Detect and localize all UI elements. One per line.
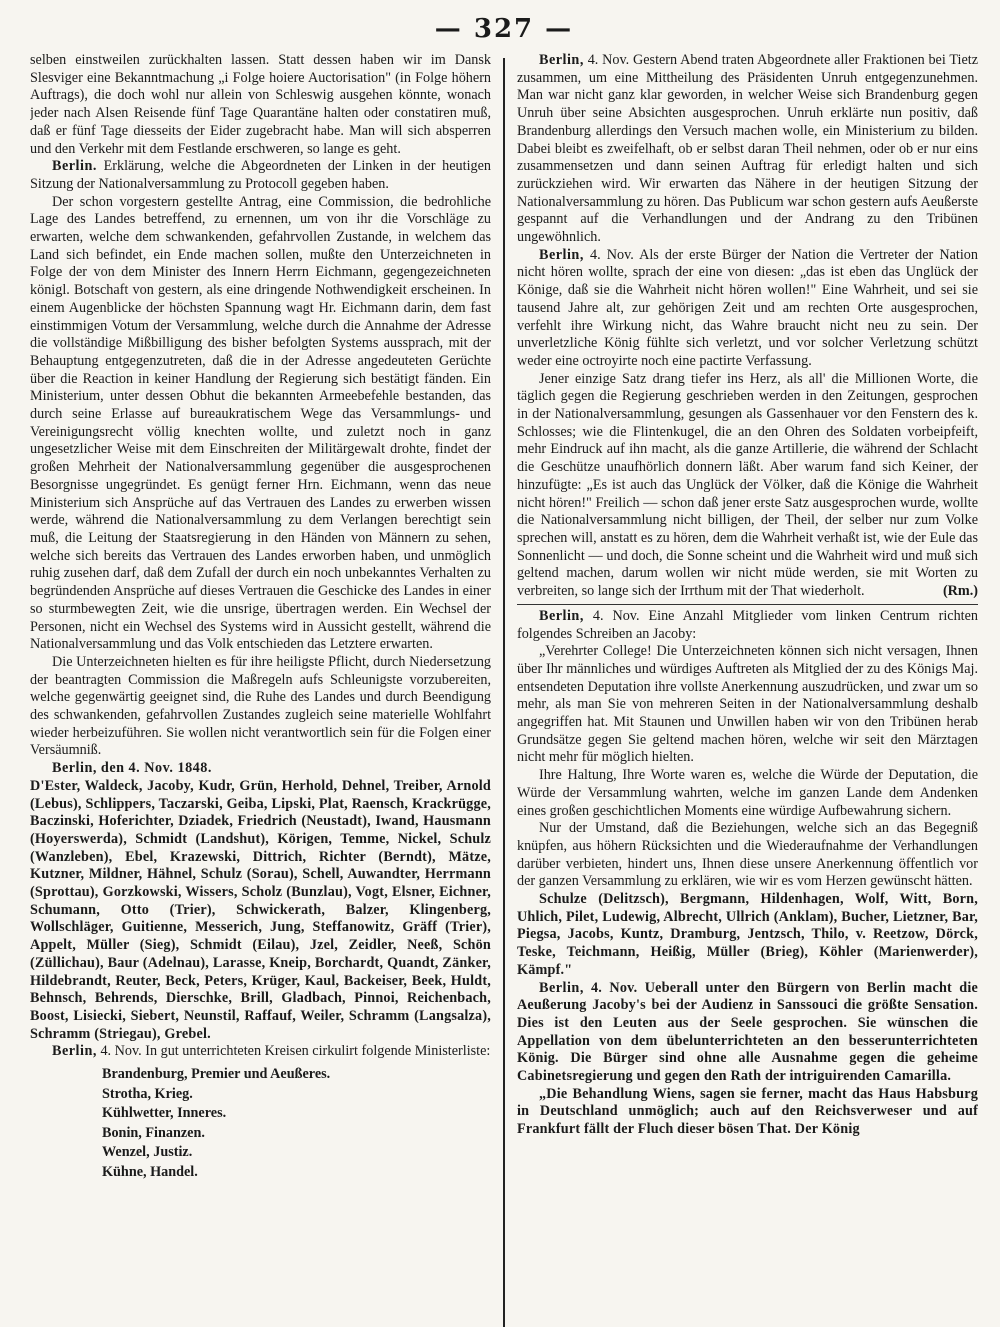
- minister-list: [30, 1065, 491, 1182]
- article-continuation: selben einstweilen zurückhalten lassen. Statt dessen haben wir im Dansk Slesviger eine Bekanntmachung „i Folge hoiere Auctorisation" (in Folge höhern Auftrags), die doch wohl nur allein von Schleswig ausgehen könnte, wonach jeder nach Alsen Reisende fünf Tage Quarantäne halten oder constatiren muß, daß er fünf Tage diesseits der Eider zugebracht habe. Man will sich absperren und den Verkehr mit dem Festlande erschweren, so lange es geht.: [30, 52, 492, 157]
- letter-paragraph: Nur der Umstand, daß die Beziehungen, welche sich an das Begegniß knüpfen, aus höhern Rücksichten und die Wiederaufnahme der Verhandlungen darüber verbieten, hindert uns, Ihnen diese unsere Anerkennung öffentlich vor der ganzen Versammlung zu erklären, wie wir es vom Herzen gewünscht hätten.: [516, 820, 978, 890]
- declaration-body: Der schon vorgestern gestellte Antrag, eine Commission, die bedrohliche Lage des Landes betreffend, zu ernennen, um von ihr die Vorschläge zu erwarten, welche dem schwankenden, gefahrvollen Zustande, in welchem das Land sich befindet, ein Ende machen sollen, mußte den Unterzeichneten in Folge der von dem Minister des Innern Herrn Eichmann, gegengezeichneten königl. Botschaft von gestern, als eine dringende Nothwendigkeit erscheinen. In einem Augenblicke der höchsten Spannung wagt Hr. Eichmann darin, dem fast einstimmigen Votum der Versammlung, welche durch die Annahme der Adresse die vollständige Mißbilligung des bisher befolgten Systems aussprach, mit der Behauptung entgegenzutreten, daß die in der Adresse angedeuteten Gerüchte über die Reaction in keiner Handlung der Regierung sich bestätigt fänden. Ein Ministerium, unter dessen Obhut die bekannten Armeebefehle bestanden, das durch seine Erlasse auf bureaukratischem Wege das Versammlungs- und Vereinigungsrecht völlig knechten wollte, und zuletzt noch in ganz ungesetzlicher Weise mit dem Einschreiten der Militärgewalt drohte, findet der großen Mehrheit der Nationalversammlung gegenüber die ausgesprochenen Besorgnisse ungegründet. Es genügt ferner Hrn. Eichmann, wenn das neue Ministerium sich Ansprüche auf das Vertrauen des Landes zu erwerben wissen werde, während die Nationalversammlung zu dem Verlangen berechtigt sein muß, die Leitung der Staatsregierung in den Händen von Männern zu sehen, welche sich bereits das Vertrauen des Landes erworben haben, und unmöglich ruhig zusehen darf, daß dem Zufall der durch ein noch unbekanntes Verhalten zu begründenden Ansprüche auf dieses Vertrauen die Geschicke des Landes in einer so sturmbewegten Zeit, wie die unsrige, übertragen werden. Ein Wechsel der Personen, nicht ein Wechsel des Systems wird in Aussicht gestellt, während die Nationalversammlung und das Volk entschieden das Letztere erwarten.: [30, 193, 492, 653]
- dateline: Berlin,: [538, 979, 584, 996]
- left-column: [30, 52, 503, 1327]
- article-wahrheit: [517, 247, 978, 371]
- heading-text: Erklärung, welche die Abgeordneten der Linken in der heutigen Sitzung der Nationalversammlung zu Protocoll gegeben haben.: [30, 158, 492, 192]
- minister-item: Kühne, Handel.: [102, 1163, 198, 1180]
- signatories-list: D'Ester, Waldeck, Jacoby, Kudr, Grün, Herhold, Dehnel, Treiber, Arnold (Lebus), Schlippers, Taczarski, Geiba, Lipski, Plat, Raensch, Krackrügge, Baczinski, Hoferichter, Dziadek, Friedrich (Neustadt), Iwand, Hausmann (Hoyerswerda), Schmidt (Landshut), Körigen, Temme, Nickel, Schulz (Wanzleben), Ebel, Krazewski, Dittrich, Richter (Berndt), Mätze, Kutzner, Mildner, Hähnel, Schulz (Sorau), Schell, Auwandter, Herrmann (Sprottau), Gorzkowski, Wissers, Scholz (Bunzlau), Vogt, Elsner, Eichner, Schumann, Otto (Trier), Schwickerath, Balzer, Klingenberg, Wollschläger, Guitienne, Messerich, Jung, Steffanowitz, Gräff (Trier), Appelt, Müller (Sieg), Schmidt (Eilau), Jzel, Zeidler, Neeß, Schön (Züllichau), Baur (Adelnau), Larasse, Kneip, Borchardt, Quandt, Zänker, Hildebrandt, Reuter, Beck, Peters, Krüger, Kaul, Backeiser, Beek, Huldt, Behnsch, Behrends, Dierschke, Brill, Gladbach, Pinnoi, Reichenbach, Boost, Lisiecki, Siebert, Neunstil, Raffauf, Weiler, Schramm (Langsalza), Schramm (Striegau), Grebel.: [30, 777, 492, 1042]
- page-number: — 327 —: [434, 14, 574, 44]
- minister-item: Kühlwetter, Inneres.: [102, 1105, 227, 1122]
- minister-item: Wenzel, Justiz.: [102, 1144, 193, 1161]
- declaration-closing: Die Unterzeichneten hielten es für ihre heiligste Pflicht, durch Niedersetzung der beantragten Commission die Maßregeln aufs Schleunigste vorzubereiten, welche gegenwärtig geeignet sind, die Ruhe des Landes und durch Beendigung des schwankenden, gefahrvollen Zustandes zugleich seine materielle Wohlfahrt wieder herbeizuführen. Sie wollen nicht verantwortlich sein für die Folgen einer Versäumniß.: [30, 653, 492, 759]
- article-separator: [517, 604, 978, 605]
- author-signature: (Rm.): [942, 583, 978, 600]
- minister-item: Bonin, Finanzen.: [102, 1124, 205, 1141]
- article-text: 4. Nov. In gut unterrichteten Kreisen cirkulirt folgende Ministerliste:: [100, 1043, 491, 1060]
- letter-paragraph: Ihre Haltung, Ihre Worte waren es, welche die Würde der Deputation, die Würde der Versammlung wahrten, welche im ganzen Lande dem Andenken eines großen geschichtlichen Moments eine würdige Aufbewahrung sichern.: [516, 767, 978, 819]
- dateline: Berlin.: [52, 158, 97, 175]
- article-wahrheit-cont: [517, 371, 978, 601]
- article-text: 4. Nov. Ueberall unter den Bürgern von Berlin macht die Aeußerung Jacoby's bei der Audienz in Sanssouci die größte Sensation. Dies ist den Leuten aus der Seele gesprochen. Sie wünschen die Appellation von dem übelunterrichteten an den besserunterrichteten König. Die Bürger sind ohne alle Ausnahme gegen die geheime Cabinetsregierung und gegen den Rath der intriguirenden Camarilla.: [516, 979, 978, 1085]
- letter-signatories: Schulze (Delitzsch), Bergmann, Hildenhagen, Wolf, Witt, Born, Uhlich, Pilet, Ludewig, Albrecht, Ullrich (Anklam), Bucher, Lietzner, Bar, Piegsa, Jacobs, Kuntz, Dramburg, Jentzsch, Thilo, v. Reetzow, Dörck, Teske, Teichmann, Heißig, Müller (Brieg), Köhler (Marienwerder), Kämpf.": [516, 891, 978, 978]
- right-column: [505, 52, 978, 1327]
- declaration-date: Berlin, den 4. Nov. 1848.: [52, 760, 212, 777]
- article-text: Jener einzige Satz drang tiefer ins Herz, als all' die Millionen Worte, die täglich gegen die Regierung geschrieben werden in den Zeitungen, gesprochen in der Nationalversammlung, gesungen als Gassenhauer vor den Fenstern des k. Schlosses; wie die Flintenkugel, die an den Ohren des Soldaten vorbeipfeift, mehr Eindruck auf ihn macht, als die ganze Artillerie, die während der Schlacht die Geschütze unaufhörlich donnern läßt. Aber warum fand sich Keiner, der hinzufügte: „Es ist auch das Unglück der Völker, daß die Könige die Wahrheit nicht hören!" Freilich — schon daß jener erste Satz ausgesprochen wurde, wollte die Nationalversammlung nicht billigen, der Theil, der selber nur zum Volke sprechen will, anstatt es zu hören, dem die Wahrheit verhaßt ist, wie der Eule das Sonnenlicht — und doch, die Sonne scheint und die Wahrheit wird und muß sich geltend machen, darum wollen wir nicht müde werden, sie mit Worten zu verbreiten, so lange sich der Irrthum mit der That wiederholt.: [516, 370, 978, 600]
- article-text: 4. Nov. Als der erste Bürger der Nation die Vertreter der Nation nicht hören wollte, sprach der eine von diesen: „das ist eben das Unglück der Könige, daß sie die Wahrheit nicht hören wollen!" Eine Wahrheit, und sei sie tausend Jahre alt, zur gehörigen Zeit und am rechten Orte ausgesprochen, verfehlt ihre Wirkung nicht, das Wahre braucht nicht neu zu sein. Der unverletzliche König fühlte sich verletzt, und vor solcher Verletzung schützt weder eine octroyirte noch eine pactirte Verfassung.: [516, 246, 978, 369]
- article-sensation: [517, 980, 978, 1086]
- dateline: Berlin,: [538, 246, 584, 263]
- article-declaration-heading: [30, 158, 491, 193]
- article-unruh: [517, 52, 978, 247]
- letter-paragraph: „Verehrter College! Die Unterzeichneten können sich nicht versagen, Ihnen über Ihr männliches und würdiges Auftreten als Mitglied der zu des Königs Maj. entsendeten Deputation ihre vollste Anerkennung auszudrücken, und zwar um so mehr, als man Sie von mehreren Seiten in der Nationalversammlung deshalb angegriffen hat. Mit Staunen und Unwillen haben wir von den Tribünen herab Grundsätze gegen Sie geltend machen hören, welche wir seit den Märztagen nicht mehr für möglich hielten.: [516, 643, 978, 766]
- dateline: Berlin,: [538, 607, 584, 624]
- article-text: 4. Nov. Eine Anzahl Mitglieder vom linken Centrum richten folgendes Schreiben an Jacoby:: [516, 607, 978, 642]
- dateline: Berlin,: [52, 1043, 97, 1060]
- article-text: 4. Nov. Gestern Abend traten Abgeordnete aller Fraktionen bei Tietz zusammen, um eine Mittheilung des Präsidenten Unruh entgegenzunehmen. Man war nicht ganz klar geworden, in welcher Weise sich Brandenburg gegen Unruh über seine Absichten ausgesprochen. Unruh erklärte nun positiv, daß Brandenburg allerdings den Versuch machen wolle, ein Ministerium zu bilden. Dabei bleibt es zweifelhaft, ob er selbst daran Theil nehmen, oder ob er nur eins zusammensetzen und dann seinen Auftrag für erledigt halten und sich zurückziehen wird. Wir erwarten das Nähere in der heutigen Sitzung der Nationalversammlung zu hören. Das Publicum war schon gestern aufs Aeußerste gespannt auf die Verhandlungen und der Andrang zu den Tribünen ungewöhnlich.: [516, 52, 978, 246]
- article-jacoby-letter: [517, 608, 978, 643]
- dateline: Berlin,: [538, 52, 584, 68]
- columns: [30, 52, 978, 1327]
- article-ministerliste: [30, 1043, 491, 1061]
- minister-item: Strotha, Krieg.: [102, 1085, 193, 1102]
- article-continuation-end: „Die Behandlung Wiens, sagen sie ferner, macht das Haus Habsburg in Deutschland unmöglich; auch auf den Reichsverweser und auf Frankfurt fällt der Fluch dieser bösen That. Der König: [516, 1085, 978, 1138]
- minister-item: Brandenburg, Premier und Aeußeres.: [102, 1066, 331, 1083]
